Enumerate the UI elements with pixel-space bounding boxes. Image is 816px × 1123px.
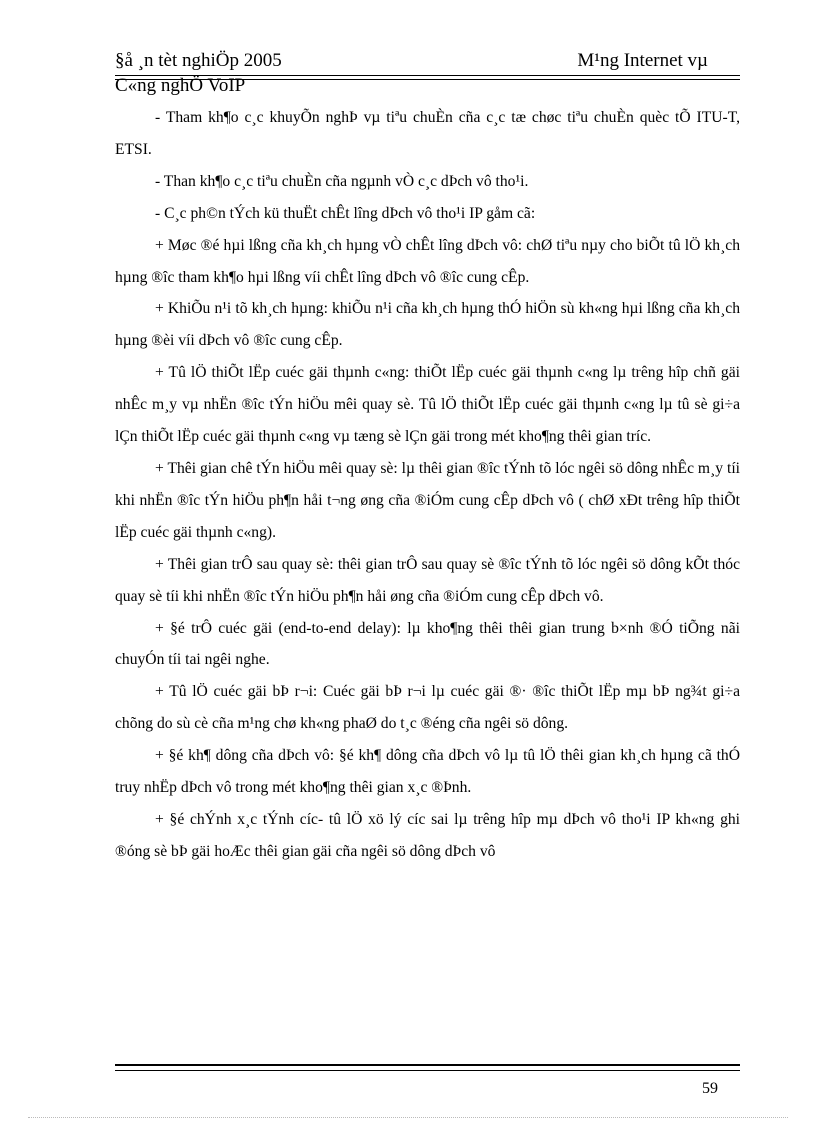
header-subtitle-left: C«ng nghÖ VoIP	[115, 75, 246, 96]
paragraph: + §é chÝnh x¸c tÝnh cíc- tû lÖ xö lý cíc sai lµ trêng hîp mµ dÞch vô tho¹i IP kh«ng ghi ®óng sè bÞ gäi hoÆc thêi gian gäi cña ngêi sö dông dÞch vô	[115, 810, 740, 860]
header-title-right: M¹ng Internet vµ	[577, 50, 708, 71]
paragraph: + Tû lÖ cuéc gäi bÞ r¬i: Cuéc gäi bÞ r¬i lµ cuéc gäi ®· ®îc thiÕt lËp mµ bÞ ng¾t gi÷a chõng do sù cè cña m¹ng chø kh«ng phaØ do t¸c ®éng cña ngêi sö dông.	[115, 683, 740, 733]
header-title-left: §å ¸n tèt nghiÖp 2005	[115, 50, 282, 71]
paragraph: - Tham kh¶o c¸c khuyÕn nghÞ vµ tiªu chuÈn cña c¸c tæ chøc tiªu chuÈn quèc tÕ ITU-T, ETSI.	[115, 109, 740, 158]
footer-divider	[115, 1064, 740, 1066]
footer-divider-thin	[115, 1070, 740, 1071]
page-number: 59	[702, 1080, 718, 1097]
paragraph: + §é trÔ cuéc gäi (end-to-end delay): lµ kho¶ng thêi thêi gian trung b×nh ®Ó tiÕng nãi chuyÓn tíi tai ngêi nghe.	[115, 619, 740, 669]
paragraph: + §é kh¶ dông cña dÞch vô: §é kh¶ dông cña dÞch vô lµ tû lÖ thêi gian kh¸ch hµng cã thÓ truy nhËp dÞch vô trong mét kho¶ng thêi gian x¸c ®Þnh.	[115, 747, 740, 797]
paragraph: - Than kh¶o c¸c tiªu chuÈn cña ngµnh vÒ c¸c dÞch vô tho¹i.	[155, 172, 529, 190]
paragraph: + Møc ®é hµi lßng cña kh¸ch hµng vÒ chÊt lîng dÞch vô: chØ tiªu nµy cho biÕt tû lÖ kh¸ch hµng ®îc tham kh¶o hµi lßng víi chÊt lîng dÞch vô ®îc cung cÊp.	[115, 236, 740, 286]
paragraph: - C¸c ph©n tÝch kü thuËt chÊt lîng dÞch vô tho¹i IP gåm cã:	[155, 204, 536, 222]
page-bottom-dotted-line	[28, 1117, 788, 1118]
paragraph: + Tû lÖ thiÕt lËp cuéc gäi thµnh c«ng: thiÕt lËp cuéc gäi thµnh c«ng lµ trêng hîp chñ gäi nhÊc m¸y vµ nhËn ®îc tÝn hiÖu mêi quay sè. Tû lÖ thiÕt lËp cuéc gäi thµnh c«ng lµ tû sè gi÷a lÇn thiÕt lËp cuéc gäi thµnh c«ng vµ tæng sè lÇn gäi trong mét kho¶ng thêi gian tríc.	[115, 364, 740, 446]
document-body	[115, 102, 740, 868]
paragraph: + Thêi gian chê tÝn hiÖu mêi quay sè: lµ thêi gian ®îc tÝnh tõ lóc ngêi sö dông nhÊc m¸y tíi khi nhËn ®îc tÝn hiÖu ph¶n håi t¬ng øng cña ®iÓm cung cÊp dÞch vô ( chØ xÐt trêng hîp thiÕt lËp cuéc gäi thµnh c«ng).	[115, 459, 740, 541]
paragraph: + KhiÕu n¹i tõ kh¸ch hµng: khiÕu n¹i cña kh¸ch hµng thÓ hiÖn sù kh«ng hµi lßng cña kh¸ch hµng ®èi víi dÞch vô ®îc cung cÊp.	[115, 300, 740, 350]
paragraph: + Thêi gian trÔ sau quay sè: thêi gian trÔ sau quay sè ®îc tÝnh tõ lóc ngêi sö dông kÕt thóc quay sè tíi khi nhËn ®îc tÝn hiÖu ph¶n håi øng cña ®iÓm cung cÊp dÞch vô.	[115, 555, 740, 605]
